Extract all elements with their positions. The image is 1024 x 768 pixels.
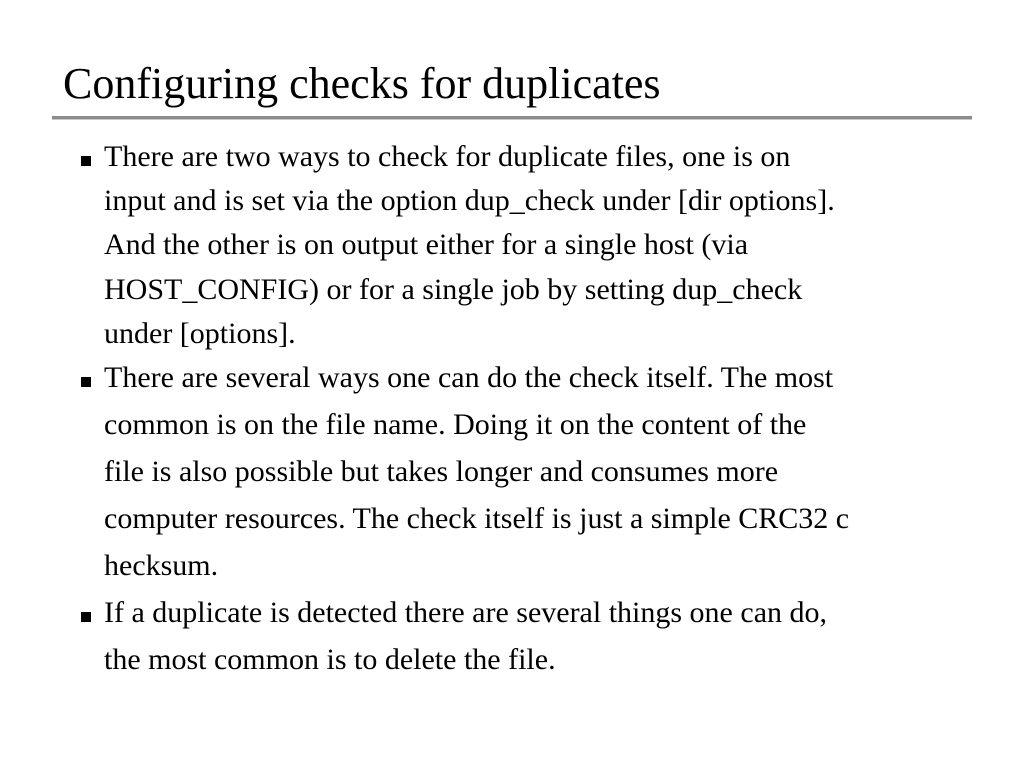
bullet-line: If a duplicate is detected there are several things one can do, xyxy=(104,596,828,629)
bullet-line: common is on the file name. Doing it on the content of the xyxy=(104,408,807,441)
bullet-line: And the other is on output either for a single host (via xyxy=(104,228,749,261)
bullet-line: HOST_CONFIG) or for a single job by setting dup_check xyxy=(104,273,803,306)
title-divider xyxy=(52,116,972,120)
bullet-square-icon xyxy=(81,612,91,622)
bullet-line: the most common is to delete the file. xyxy=(104,643,556,676)
bullet-line: input and is set via the option dup_check under [dir options]. xyxy=(104,184,835,217)
bullet-square-icon xyxy=(81,156,91,166)
bullet-line: There are several ways one can do the check itself. The most xyxy=(104,361,834,394)
bullet-line: file is also possible but takes longer and consumes more xyxy=(104,455,779,488)
bullet-line: There are two ways to check for duplicate files, one is on xyxy=(104,140,791,173)
bullet-line: under [options]. xyxy=(104,317,296,350)
bullet-square-icon xyxy=(81,377,91,387)
bullet-line: hecksum. xyxy=(104,549,219,582)
bullet-line: computer resources. The check itself is just a simple CRC32 c xyxy=(104,502,850,535)
slide-title: Configuring checks for duplicates xyxy=(63,59,661,108)
